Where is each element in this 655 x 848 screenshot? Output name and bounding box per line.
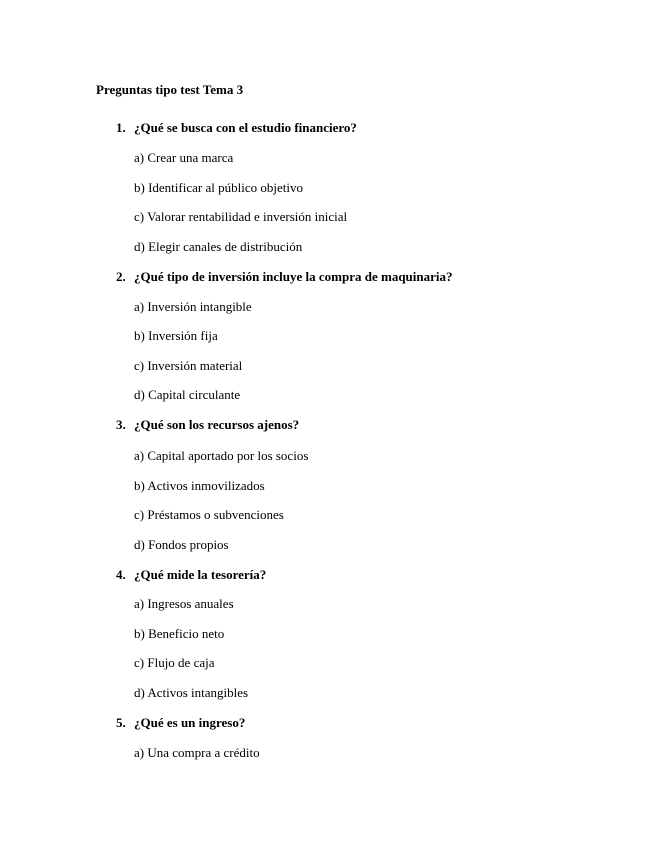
question-number: 2.	[116, 269, 126, 284]
question-number: 5.	[116, 715, 126, 730]
question-3-option-d: d) Fondos propios	[134, 537, 229, 552]
question-1-option-c: c) Valorar rentabilidad e inversión inicial	[134, 209, 348, 224]
question-2-option-d: d) Capital circulante	[134, 387, 241, 402]
question-4	[116, 567, 266, 583]
question-3-option-c: c) Préstamos o subvenciones	[134, 507, 284, 522]
question-number: 1.	[116, 120, 126, 135]
question-1-option-d: d) Elegir canales de distribución	[134, 239, 303, 254]
question-1	[116, 120, 357, 136]
question-text: ¿Qué es un ingreso?	[134, 715, 246, 730]
question-3-option-a: a) Capital aportado por los socios	[134, 448, 309, 463]
question-3	[116, 417, 299, 433]
question-2-option-c: c) Inversión material	[134, 358, 243, 373]
question-2-option-b: b) Inversión fija	[134, 328, 218, 343]
question-text: ¿Qué mide la tesorería?	[134, 567, 267, 582]
question-2-option-a: a) Inversión intangible	[134, 299, 252, 314]
question-text: ¿Qué se busca con el estudio financiero?	[134, 120, 357, 135]
question-text: ¿Qué son los recursos ajenos?	[134, 417, 300, 432]
question-number: 4.	[116, 567, 126, 582]
question-1-option-b: b) Identificar al público objetivo	[134, 180, 303, 195]
question-4-option-b: b) Beneficio neto	[134, 626, 225, 641]
question-2	[116, 269, 453, 285]
question-1-option-a: a) Crear una marca	[134, 150, 234, 165]
question-5	[116, 715, 245, 731]
document-title: Preguntas tipo test Tema 3	[96, 82, 244, 97]
question-4-option-a: a) Ingresos anuales	[134, 596, 234, 611]
question-number: 3.	[116, 417, 126, 432]
question-text: ¿Qué tipo de inversión incluye la compra de maquinaria?	[134, 269, 453, 284]
question-4-option-c: c) Flujo de caja	[134, 655, 215, 670]
question-5-option-a: a) Una compra a crédito	[134, 745, 260, 760]
question-4-option-d: d) Activos intangibles	[134, 685, 249, 700]
question-3-option-b: b) Activos inmovilizados	[134, 478, 265, 493]
